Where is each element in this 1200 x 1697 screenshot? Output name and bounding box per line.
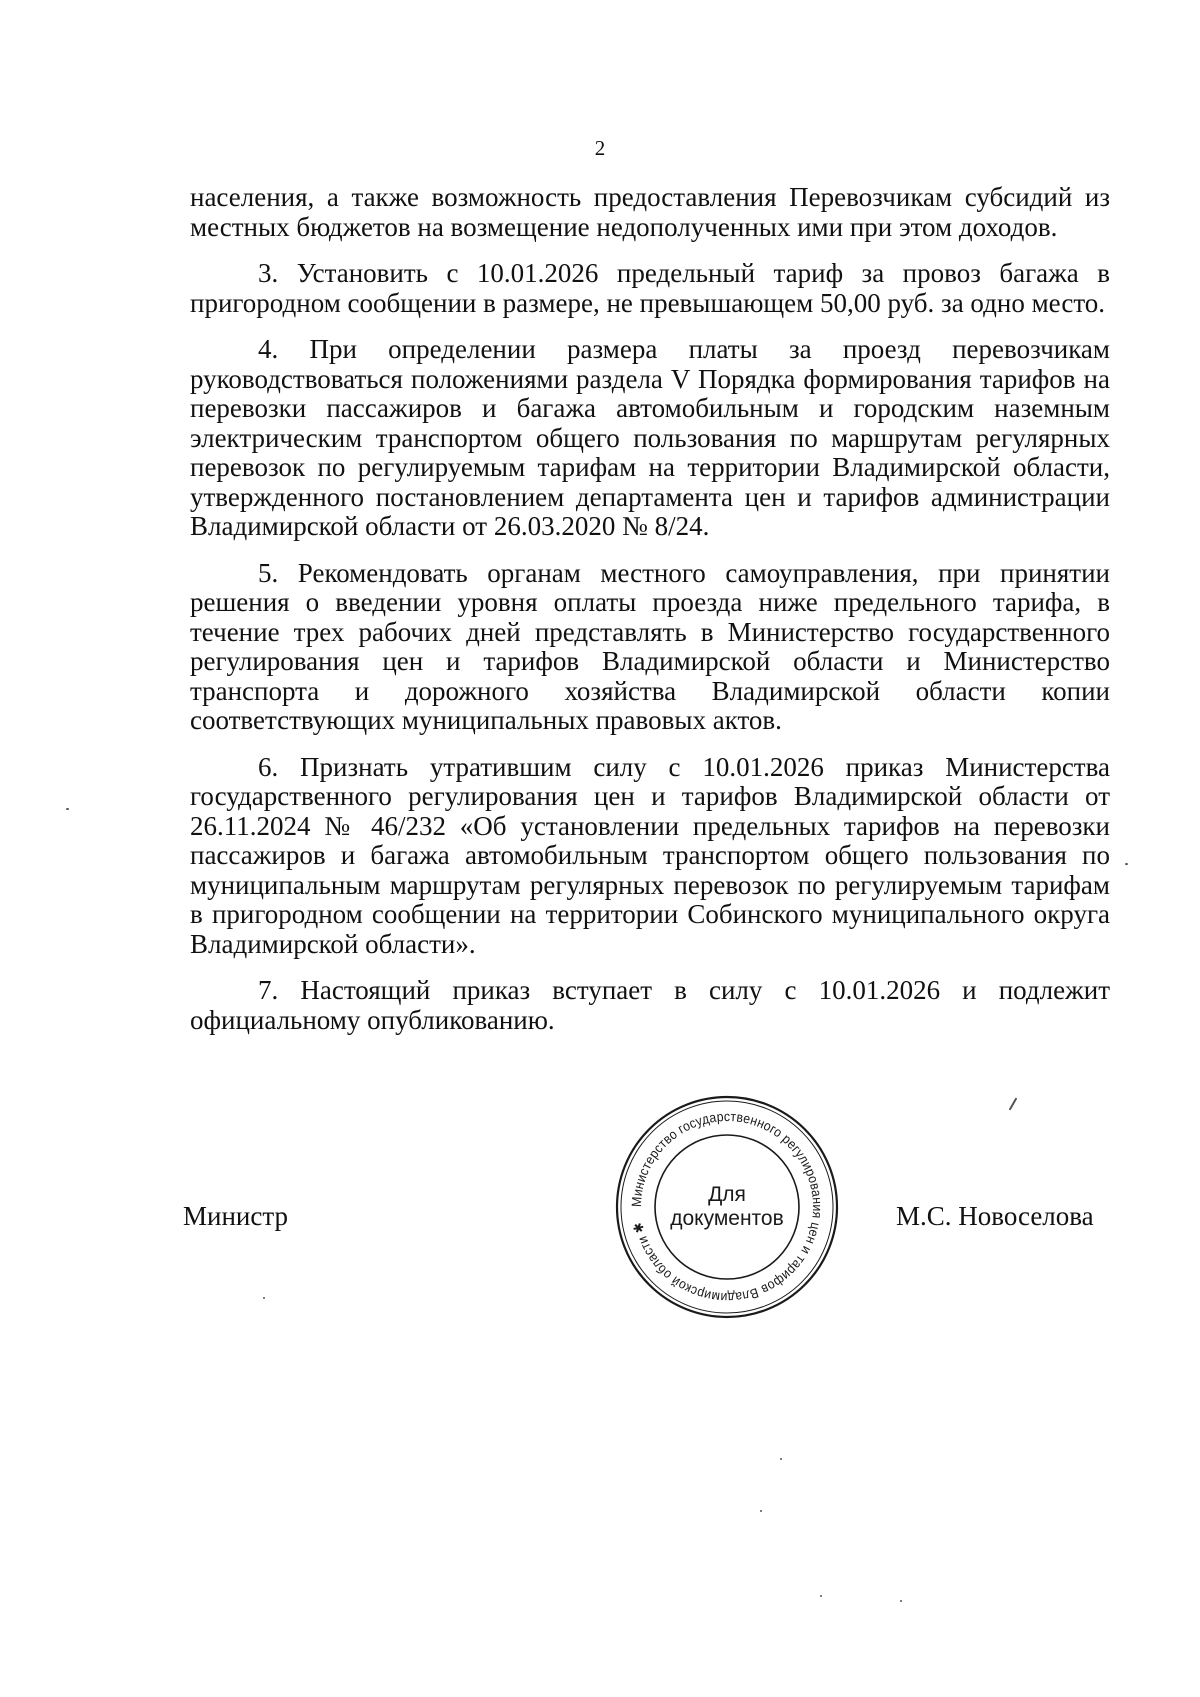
document-body [190, 183, 1110, 1052]
paragraph-item-5: 5. Рекомендовать органам местного самоуправления, при принятии решения о введении уровня оплаты проезда ниже предельного тарифа, в течение трех рабочих дней представлять в Министерство государственного регулирования цен и тарифов Владимирской области и Министерство транспорта и дорожного хозяйства Владимирской области копии соответствующих муниципальных правовых актов. [190, 557, 1110, 735]
paragraph-item-6: 6. Признать утратившим силу с 10.01.2026 приказ Министерства государственного регулирования цен и тарифов Владимирской области от 26.11.2024 № 46/232 «Об установлении предельных тарифов на перевозки пассажиров и багажа автомобильным транспортом общего пользования по муниципальным маршрутам регулярных перевозок по регулируемым тарифам в пригородном сообщении на территории Собинского муниципального округа Владимирской области». [190, 751, 1110, 959]
scan-speck [1125, 863, 1128, 865]
scan-speck [66, 808, 69, 810]
signatory-name: М.С. Новоселова [896, 1201, 1094, 1231]
signature-block [0, 1060, 1200, 1306]
seal-center-line-1: Для [708, 1183, 746, 1206]
paragraph-item-3: 3. Установить с 10.01.2026 предельный тариф за провоз багажа в пригородном сообщении в размере, не превышающем 50,00 руб. за одно место. [190, 258, 1110, 318]
scan-speck [900, 1600, 902, 1602]
seal-center-text [612, 1092, 842, 1322]
paragraph-item-7: 7. Настоящий приказ вступает в силу с 10.01.2026 и подлежит официальному опубликованию. [190, 975, 1110, 1035]
seal-center-line-2: документов [670, 1207, 784, 1230]
paragraph-item-4: 4. При определении размера платы за проезд перевозчикам руководствоваться положениями раздела V Порядка формирования тарифов на перевозки пассажиров и багажа автомобильным и городским наземным электрическим транспортом общего пользования по маршрутам регулярных перевозок по регулируемым тарифам на территории Владимирской области, утвержденного постановлением департамента цен и тарифов администрации Владимирской области от 26.03.2020 № 8/24. [190, 334, 1110, 541]
signatory-position: Министр [183, 1201, 288, 1231]
scan-speck [820, 1595, 822, 1597]
seal-ring-text: Министерство государственного регулирования цен и тарифов Владимирской области ✱ [628, 1108, 826, 1306]
scan-speck [263, 1297, 265, 1299]
page-number: 2 [594, 136, 606, 160]
paragraph-continuation: населения, а также возможность предоставления Перевозчикам субсидий из местных бюджетов на возмещение недополученных ими при этом доходов. [190, 182, 1110, 242]
scan-speck [780, 1458, 782, 1460]
official-seal [612, 1092, 842, 1322]
scan-speck [760, 1510, 762, 1512]
